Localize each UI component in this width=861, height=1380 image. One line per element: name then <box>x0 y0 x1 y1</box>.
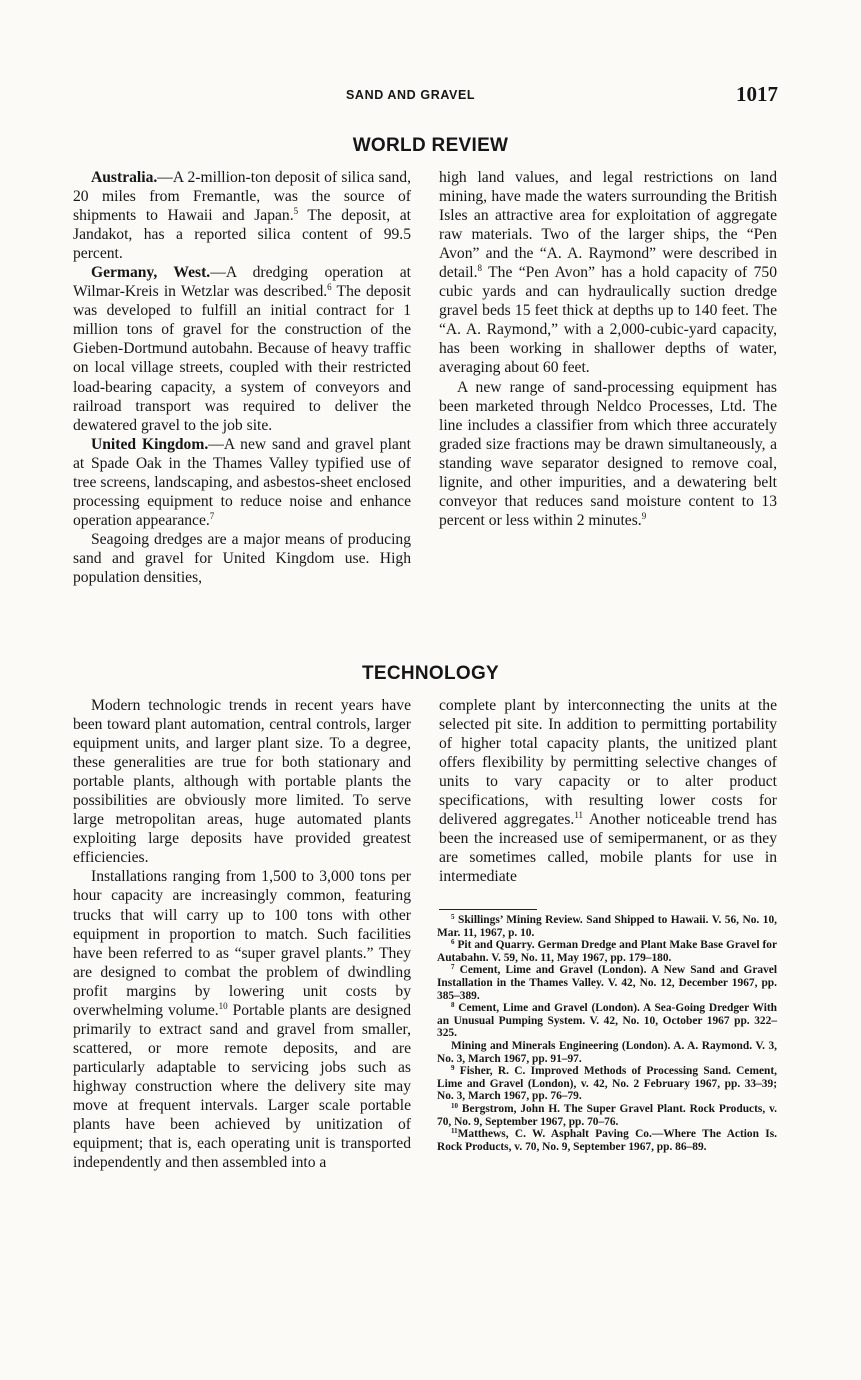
footnote: $^5$ Skillings’ Mining Review. Sand Shipped to Hawaii. V. 56, No. 10, Mar. 11, 1967, p. 10. <box>437 913 777 939</box>
world-review-heading: WORLD REVIEW <box>352 135 509 156</box>
footnote-ref: 10 <box>218 1000 228 1011</box>
footnote: $^8$ Cement, Lime and Gravel (London). A Sea-Going Dredger With an Unusual Pumping System. V. 42, No. 10, October 1967 pp. 322–325. <box>437 1001 777 1040</box>
world-review-left-column <box>73 168 411 587</box>
footnote: $^9$ Fisher, R. C. Improved Methods of Processing Sand. Cement, Lime and Gravel (London), v. 42, No. 2 February 1967, pp. 33–39; No. 3, March 1967, pp. 76–79. <box>437 1064 777 1103</box>
footnotes <box>437 914 777 1153</box>
world-review-right-column <box>439 168 777 530</box>
australia-lead: Australia. <box>91 169 158 186</box>
footnote-ref: 11 <box>574 810 583 821</box>
page-header <box>0 82 861 112</box>
seagoing-paragraph-continued: high land values, and legal restrictions on land mining, have made the waters surrounding the British Isles an attractive area for exploitation of aggregate raw materials. Two of the larger ships, the “Pen Avon” and the “A. A. Raymond” were described in detail.$^8$ The “Pen Avon” has a hold capacity of 750 cubic yards and can hydraulically suction dredge gravel beds 15 feet thick at depths up to 140 feet. The “A. A. Raymond,” with a 2,000-cubic-yard capacity, has been working in shallower depths of water, averaging about 60 feet. <box>439 169 777 377</box>
uk-lead: United Kingdom. <box>91 435 209 453</box>
technology-heading: TECHNOLOGY <box>361 663 500 684</box>
footnote: $^6$ Pit and Quarry. German Dredge and Plant Make Base Gravel for Autabahn. V. 59, No. 11, May 1967, pp. 179–180. <box>437 938 777 964</box>
neldco-paragraph: A new range of sand-processing equipment has been marketed through Neldco Processes, Ltd. The line includes a classifier from which three accurately graded size fractions may be drawn simultaneously, a standing wave separator designed to remove coal, lignite, and other impurities, and a dewatering belt conveyor that reduces sand moisture content to 13 percent or less within 2 minutes.$^9$ <box>439 378 777 529</box>
technology-paragraph-2: Installations ranging from 1,500 to 3,000 tons per hour capacity are increasingly common, featuring trucks that will carry up to 100 tons with other equipment in proportion to match. Such facilities have been referred to as “super gravel plants.” They are designed to combat the problem of dwindling profit margins by lowering unit costs by overwhelming volume.$^{10}$ Portable plants are designed primarily to extract sand and gravel from smaller, scattered, or more remote deposits, and are particularly adaptable to servicing jobs such as highway construction where the delivery site may move at frequent intervals. Larger scale portable plants have been achieved by unitization of equipment; that is, each operating unit is transported independently and then assembled into a <box>73 868 411 1172</box>
germany-lead: Germany, West. <box>91 264 211 282</box>
footnote: $^7$ Cement, Lime and Gravel (London). A New Sand and Gravel Installation in the Thames Valley. V. 42, No. 12, December 1967, pp. 385–389. <box>437 963 777 1002</box>
running-head: SAND AND GRAVEL <box>346 88 476 102</box>
footnote-ref: 6 <box>327 282 332 293</box>
footnote: Mining and Minerals Engineering (London). A. A. Raymond. V. 3, No. 3, March 1967, pp. 91–97. <box>437 1039 777 1065</box>
technology-paragraph-1: Modern technologic trends in recent years have been toward plant automation, central controls, larger equipment units, and larger plant size. To a degree, these generalities are true for both stationary and portable plants, although with portable plants the possibilities are obviously more limited. To serve large metropolitan areas, huge automated plants exploiting large deposits have provided greatest efficiencies. <box>73 697 411 867</box>
australia-paragraph: Australia.—A 2-million-ton deposit of silica sand, 20 miles from Fremantle, was the source of shipments to Hawaii and Japan.$^5$ The deposit, at Jandakot, has a reported silica content of 99.5 percent. <box>73 169 412 263</box>
seagoing-paragraph: Seagoing dredges are a major means of producing sand and gravel for United Kingdom use. High population densities, <box>73 530 411 586</box>
footnote: $^{11}$Matthews, C. W. Asphalt Paving Co.—Where The Action Is. Rock Products, v. 70, No. 9, September 1967, pp. 86–89. <box>437 1127 777 1153</box>
page-number: 1017 <box>736 82 778 106</box>
uk-paragraph: United Kingdom.—A new sand and gravel plant at Spade Oak in the Thames Valley typified use of tree screens, landscaping, and asbestos-sheet enclosed processing equipment to reduce noise and enhance operation appearance.$^7$ <box>73 435 411 529</box>
footnote-ref: 5 <box>293 206 299 217</box>
footnote: $^{10}$ Bergstrom, John H. The Super Gravel Plant. Rock Products, v. 70, No. 9, September 1967, pp. 70–76. <box>437 1101 777 1128</box>
germany-paragraph: Germany, West.—A dredging operation at Wilmar-Kreis in Wetzlar was described.$^6$ The deposit was developed to fulfill an initial contract for 1 million tons of gravel for the construction of the Gieben-Dortmund autobahn. Because of heavy traffic on local village streets, coupled with their restricted load-bearing capacity, a system of conveyors and railroad transport was required to deliver the dewatered gravel to the job site. <box>73 264 412 434</box>
technology-left-column <box>73 696 411 1172</box>
technology-right-column <box>439 696 777 886</box>
footnote-ref: 8 <box>477 263 483 274</box>
footnote-ref: 7 <box>209 510 215 521</box>
technology-paragraph-2-continued: complete plant by interconnecting the units at the selected pit site. In addition to permitting portability of higher total capacity plants, the unitized plant offers flexibility by permitting selective changes of units to vary capacity or to alter product specifications, with resulting lower costs for delivered aggregates.$^{11}$ Another noticeable trend has been the increased use of semipermanent, or as they are sometimes called, mobile plants for use in intermediate <box>439 697 778 886</box>
footnote-ref: 9 <box>641 510 647 521</box>
footnote-divider <box>439 909 537 910</box>
